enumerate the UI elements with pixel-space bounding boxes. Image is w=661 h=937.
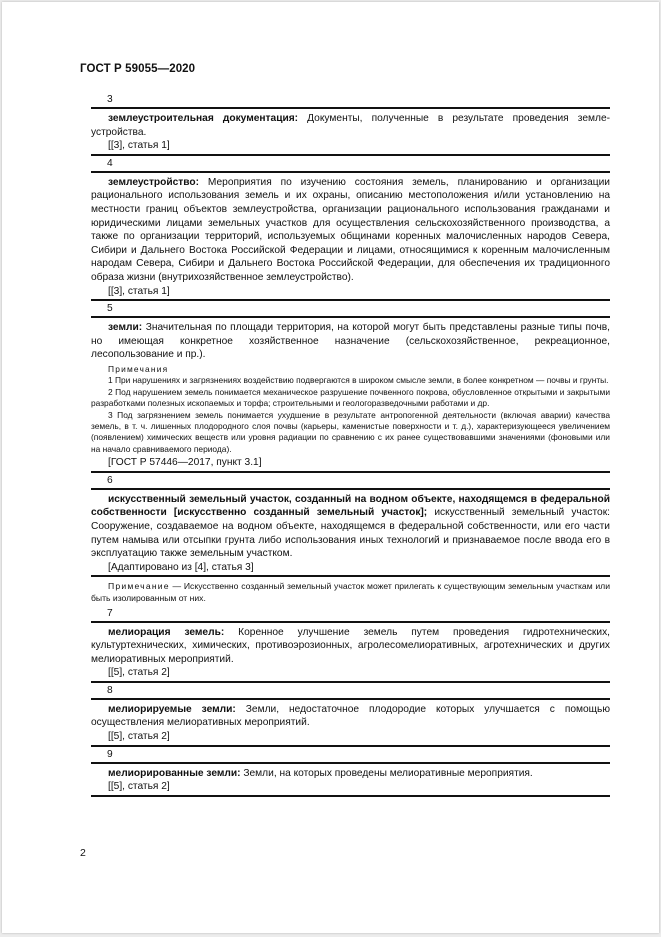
definition-paragraph: [91, 767, 610, 781]
note-text: — Искусственно созданный земельный участок может прилегать к существующим земельным участкам или быть изолированным от них.: [91, 581, 610, 603]
term-label: земли:: [108, 322, 143, 334]
term-label: мелиорируемые земли:: [108, 703, 236, 715]
source-reference: [Адаптировано из [4], статья 3]: [108, 561, 254, 573]
notes-heading: Примечания: [108, 363, 169, 374]
entry-number: 6: [107, 474, 113, 486]
term-label: мелиорация земель:: [108, 626, 225, 638]
standard-header: ГОСТ Р 59055—2020: [80, 63, 196, 75]
entry-number: 7: [107, 607, 113, 619]
source-reference: [[3], статья 1]: [108, 140, 170, 152]
entry-number: 3: [107, 94, 113, 105]
definition-paragraph: [91, 626, 610, 667]
entry-number: 9: [107, 748, 113, 760]
entry-number: 8: [107, 684, 113, 696]
term-label: искусственный земельный участок, созданный на водном объекте, находящемся в федеральной собственности [искусственно созданный земельный участок];: [91, 493, 610, 519]
definition-paragraph: [91, 703, 610, 730]
definition-paragraph: [91, 176, 610, 285]
term-entry: [91, 316, 610, 473]
term-entry: [91, 171, 610, 301]
definition-text: Мероприятия по изучению состояния земель, планированию и организации рационального использования земель и их охраны, описанию местоположения и/или установлению на местности границ объектов землеустройства, организации рационального использования гражданами и юридическими лицами земельных участков для осуществления сельскохозяйственного производства, а также по организации территорий, используемых общинами коренных малочисленных народов Севера, Сибири и Дальнего Востока Российской Федерации и лицами, относящимися к коренным малочисленным народам Севера, Сибири и Дальнего Востока Российской Федерации, для обеспечения их традиционного образа жизни (внутрихозяйственное землеустройство).: [91, 176, 610, 283]
terms-list: [91, 93, 610, 798]
term-entry: [91, 488, 610, 578]
term-entry: [91, 107, 610, 156]
document-page: [2, 2, 659, 933]
entry-note: [91, 581, 610, 604]
term-entry: [91, 698, 610, 747]
definition-paragraph: [91, 112, 610, 139]
definition-text: Документы, полученные в результате проведения земле-устройства.: [91, 113, 610, 138]
definition-text: Земли, недостаточное плодородие которых улучшается с помощью осуществления мелиоративных мероприятий.: [91, 703, 610, 729]
note-item: 3 Под загрязнением земель понимается ухудшение в результате антропогенной деятельности (включая аварии) качества земель, в т. ч. лишенных плодородного слоя почвы (карьеры, каменистые поверхности и т. д.), характеризующееся увеличением (появлением) химических веществ или уровня радиации по сравнению с их ранее существовавшими значениями (фоновыми или на начало сравниваемого периода).: [91, 409, 610, 454]
source-reference: [[5], статья 2]: [108, 781, 170, 793]
page-number: 2: [80, 847, 86, 859]
definition-text: искусственный земельный участок: Сооружение, создаваемое на водном объекте, находящемся в федеральной собственности, или его части путем намыва или отсыпки грунта либо использования иных технологий и признаваемое после ввода его в эксплуатацию также земельным участком.: [91, 507, 610, 560]
definition-text: Земли, на которых проведены мелиоративные мероприятия.: [243, 767, 533, 779]
source-reference: [ГОСТ Р 57446—2017, пункт 3.1]: [108, 457, 262, 469]
term-entry: [91, 621, 610, 683]
term-label: землеустроительная документация:: [108, 113, 299, 124]
term-label: землеустройство:: [108, 176, 200, 188]
entry-number: 5: [107, 303, 113, 315]
note-label: Примечание: [108, 581, 170, 592]
definition-paragraph: [91, 321, 610, 362]
term-entry: [91, 762, 610, 797]
term-label: мелиорированные земли:: [108, 767, 241, 779]
definition-paragraph: [91, 493, 610, 561]
definition-text: Значительная по площади территория, на которой могут быть представлены разные типы почв, но имеющая конкретное хозяйственное назначение (сельскохозяйственное, рекреационное, лесопользование и пр.).: [91, 322, 610, 361]
source-reference: [[3], статья 1]: [108, 285, 170, 297]
source-reference: [[5], статья 2]: [108, 667, 170, 679]
note-item: 1 При нарушениях и загрязнениях воздействию подвергаются в широком смысле земли, в более конкретном — почвы и грунты.: [108, 375, 609, 386]
definition-text: Коренное улучшение земель путем проведения гидротехнических, культуртехнических, химических, противоэрозионных, агролесомелиоративных, агротехнических и других мелиоративных мероприятий.: [91, 626, 611, 665]
entry-number: 4: [107, 157, 113, 169]
notes-block: [91, 364, 610, 455]
note-item: 2 Под нарушением земель понимается механическое разрушение почвенного покрова, обусловленное открытыми и закрытыми разработками полезных ископаемых и торфа; строительными и геологоразведочными работами и др.: [91, 386, 610, 409]
source-reference: [[5], статья 2]: [108, 731, 170, 743]
